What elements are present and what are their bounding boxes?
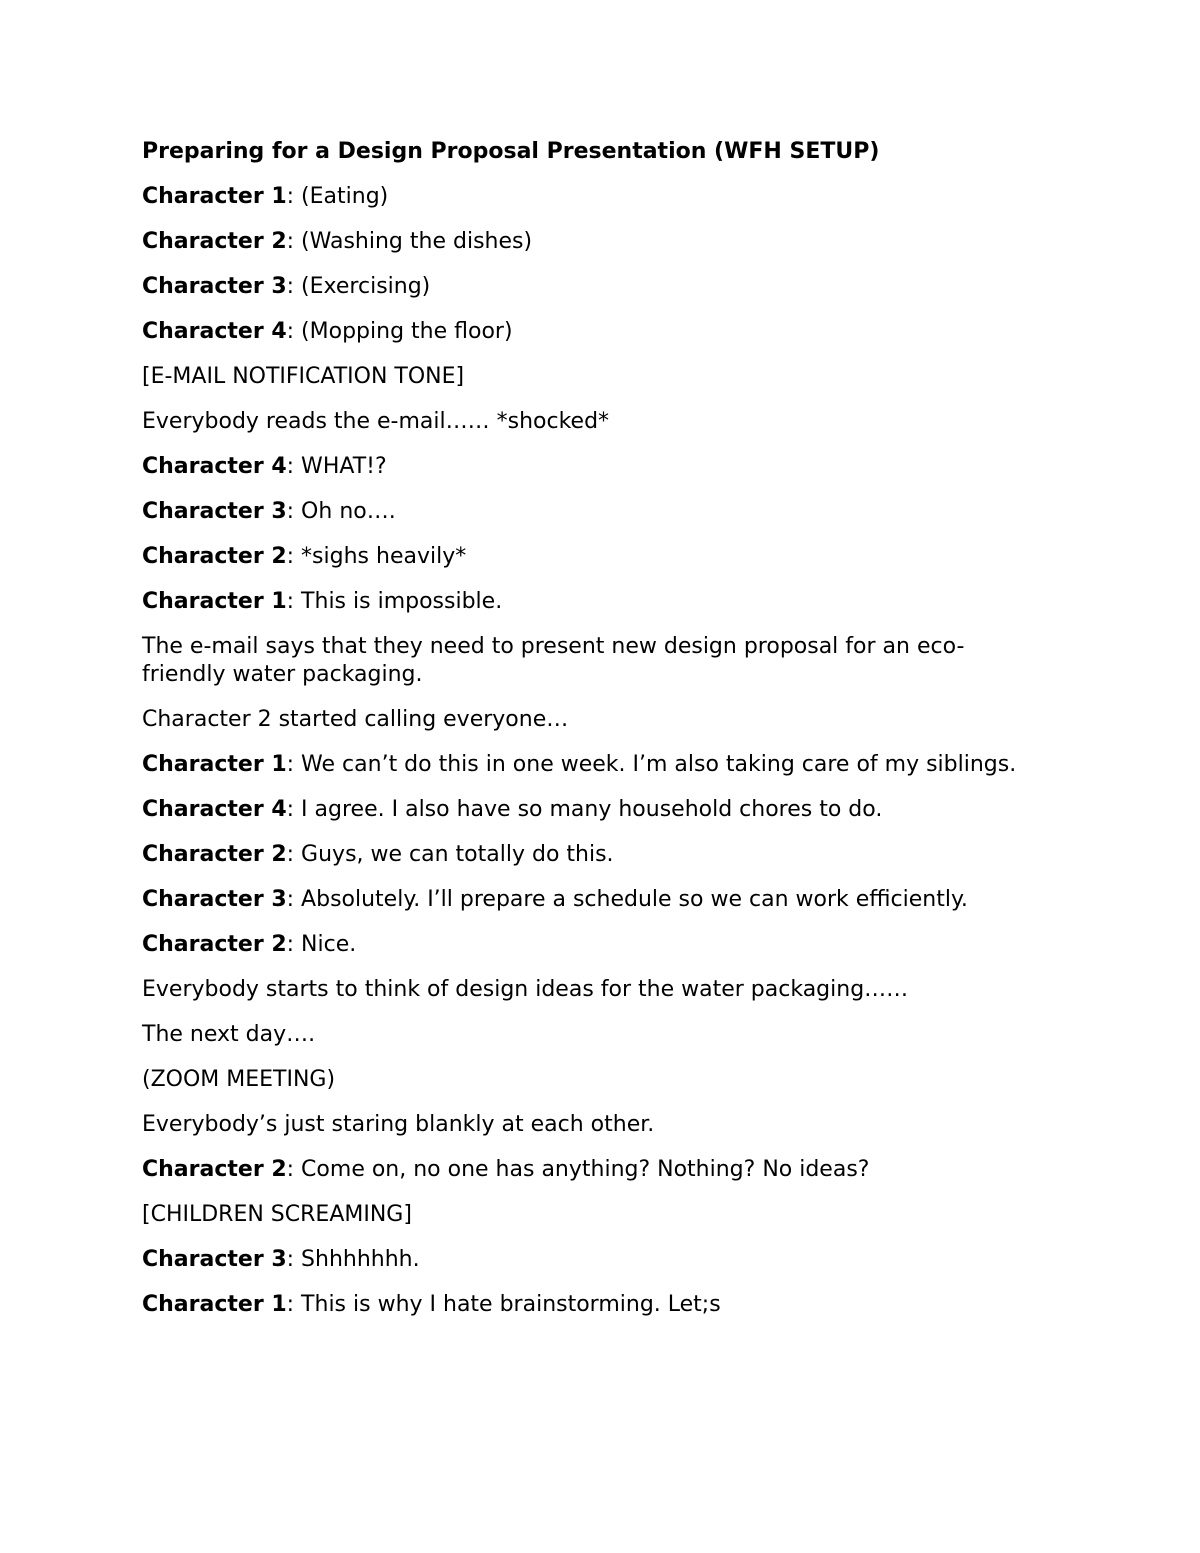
dialogue-text: : This is impossible. (286, 589, 503, 614)
speaker-name: Character 2 (142, 229, 287, 254)
narration-line (142, 1111, 1042, 1139)
dialogue-line (142, 183, 1042, 211)
narration-line (142, 633, 1042, 689)
dialogue-text: : We can’t do this in one week. I’m also taking care of my siblings. (286, 752, 1017, 777)
dialogue-text: : Shhhhhhh. (286, 1247, 420, 1272)
speaker-name: Character 1 (142, 1292, 287, 1317)
narration-line (142, 363, 1042, 391)
dialogue-text: : (Mopping the floor) (286, 319, 513, 344)
speaker-name: Character 4 (142, 454, 287, 479)
document-page (142, 138, 1042, 1336)
speaker-name: Character 3 (142, 274, 287, 299)
dialogue-line (142, 886, 1042, 914)
dialogue-line (142, 273, 1042, 301)
narration-text: Everybody starts to think of design ideas for the water packaging…… (142, 977, 909, 1002)
dialogue-text: : (Exercising) (286, 274, 431, 299)
speaker-name: Character 4 (142, 319, 287, 344)
dialogue-text: : (Washing the dishes) (286, 229, 533, 254)
dialogue-text: : (Eating) (286, 184, 389, 209)
speaker-name: Character 2 (142, 1157, 287, 1182)
speaker-name: Character 2 (142, 932, 287, 957)
dialogue-line (142, 228, 1042, 256)
dialogue-text: : *sighs heavily* (286, 544, 467, 569)
dialogue-line (142, 1291, 1042, 1319)
speaker-name: Character 2 (142, 544, 287, 569)
narration-text: (ZOOM MEETING) (142, 1067, 336, 1092)
narration-text: Character 2 started calling everyone… (142, 707, 569, 732)
narration-text: [CHILDREN SCREAMING] (142, 1202, 412, 1227)
dialogue-line (142, 543, 1042, 571)
narration-line (142, 1066, 1042, 1094)
narration-line (142, 976, 1042, 1004)
narration-line (142, 1201, 1042, 1229)
dialogue-line (142, 841, 1042, 869)
speaker-name: Character 3 (142, 887, 287, 912)
speaker-name: Character 1 (142, 752, 287, 777)
speaker-name: Character 4 (142, 797, 287, 822)
dialogue-line (142, 498, 1042, 526)
narration-text: Everybody reads the e-mail…… *shocked* (142, 409, 610, 434)
speaker-name: Character 2 (142, 842, 287, 867)
dialogue-text: : Guys, we can totally do this. (286, 842, 614, 867)
dialogue-line (142, 1156, 1042, 1184)
dialogue-text: : Oh no…. (286, 499, 396, 524)
narration-line (142, 408, 1042, 436)
speaker-name: Character 1 (142, 589, 287, 614)
narration-text: The e-mail says that they need to present new design proposal for an eco-friendly water packaging. (142, 634, 965, 687)
narration-text: Everybody’s just staring blankly at each other. (142, 1112, 655, 1137)
narration-line (142, 706, 1042, 734)
speaker-name: Character 3 (142, 499, 287, 524)
script-lines (142, 183, 1042, 1319)
dialogue-line (142, 318, 1042, 346)
speaker-name: Character 3 (142, 1247, 287, 1272)
dialogue-line (142, 1246, 1042, 1274)
dialogue-text: : Absolutely. I’ll prepare a schedule so we can work efficiently. (286, 887, 968, 912)
dialogue-text: : Nice. (286, 932, 357, 957)
dialogue-line (142, 796, 1042, 824)
dialogue-line (142, 931, 1042, 959)
dialogue-line (142, 588, 1042, 616)
dialogue-text: : This is why I hate brainstorming. Let;s (286, 1292, 721, 1317)
dialogue-text: : WHAT!? (286, 454, 387, 479)
speaker-name: Character 1 (142, 184, 287, 209)
narration-line (142, 1021, 1042, 1049)
document-title: Preparing for a Design Proposal Presentation (WFH SETUP) (142, 139, 880, 164)
narration-text: [E-MAIL NOTIFICATION TONE] (142, 364, 465, 389)
dialogue-line (142, 453, 1042, 481)
dialogue-text: : Come on, no one has anything? Nothing? No ideas? (286, 1157, 870, 1182)
dialogue-text: : I agree. I also have so many household chores to do. (286, 797, 883, 822)
narration-text: The next day…. (142, 1022, 316, 1047)
dialogue-line (142, 751, 1042, 779)
